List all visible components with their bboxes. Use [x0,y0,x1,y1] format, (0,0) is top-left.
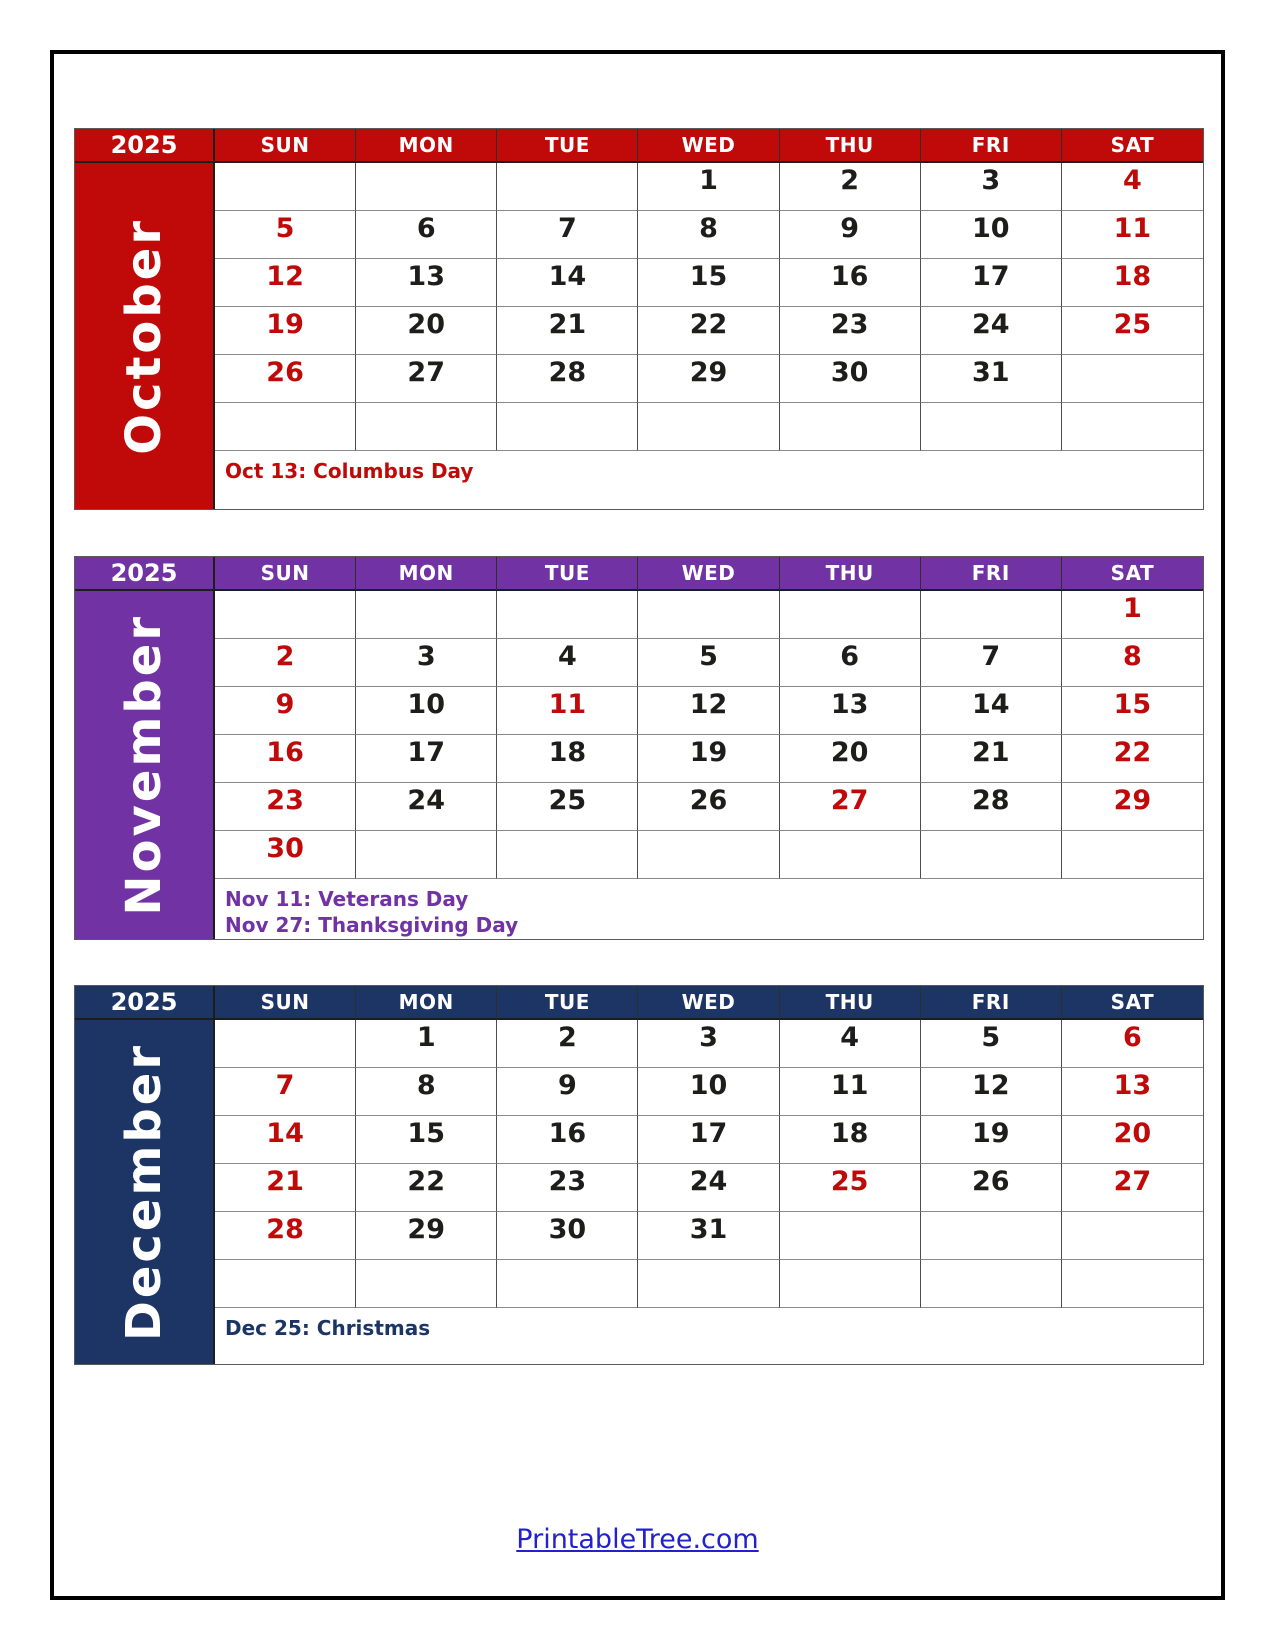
date-number: 19 [266,309,304,340]
date-number: 25 [1113,309,1152,340]
empty-date-cell [638,1260,779,1308]
date-number: 20 [1113,1118,1152,1149]
date-december-6 [1062,1020,1203,1068]
date-november-17 [356,735,497,783]
empty-date-cell [1062,1260,1203,1308]
date-number: 29 [407,1214,445,1245]
november-holiday-notes [215,879,1203,939]
date-december-9 [497,1068,638,1116]
date-october-25 [1062,307,1203,355]
date-number: 8 [1123,641,1142,672]
date-november-1 [1062,591,1203,639]
day-header-sat: SAT [1062,129,1203,163]
date-number: 5 [981,1022,1001,1053]
date-october-23 [780,307,921,355]
date-december-12 [921,1068,1062,1116]
date-number: 13 [1113,1070,1152,1101]
date-december-3 [638,1020,779,1068]
date-october-12 [215,259,356,307]
date-number: 11 [1113,213,1152,244]
date-number: 1 [416,1022,436,1053]
october-calendar [74,128,1204,510]
date-december-17 [638,1116,779,1164]
date-december-26 [921,1164,1062,1212]
empty-date-cell [921,591,1062,639]
date-october-2 [780,163,921,211]
date-number: 27 [407,357,445,388]
date-number: 8 [699,213,718,244]
date-november-21 [921,735,1062,783]
site-link-wrap [0,1524,1275,1555]
date-october-30 [780,355,921,403]
date-number: 17 [971,261,1010,292]
date-number: 2 [557,1022,577,1053]
date-number: 21 [548,309,587,340]
site-link[interactable]: PrintableTree.com [516,1524,759,1555]
empty-date-cell [638,591,779,639]
date-december-16 [497,1116,638,1164]
date-november-19 [638,735,779,783]
date-number: 7 [981,641,1001,672]
day-header-sat: SAT [1062,557,1203,591]
date-november-18 [497,735,638,783]
date-december-5 [921,1020,1062,1068]
date-number: 16 [266,737,304,768]
date-october-14 [497,259,638,307]
date-december-7 [215,1068,356,1116]
date-december-11 [780,1068,921,1116]
date-november-6 [780,639,921,687]
october-year-label: 2025 [75,129,215,163]
date-number: 15 [1113,689,1152,720]
date-october-22 [638,307,779,355]
date-number: 20 [407,309,445,340]
empty-date-cell [215,1020,356,1068]
date-december-1 [356,1020,497,1068]
date-november-11 [497,687,638,735]
empty-date-cell [921,1260,1062,1308]
date-number: 18 [548,737,587,768]
empty-date-cell [215,403,356,451]
date-november-13 [780,687,921,735]
date-number: 8 [416,1070,436,1101]
date-number: 3 [699,1022,718,1053]
date-number: 19 [971,1118,1010,1149]
date-november-28 [921,783,1062,831]
date-october-11 [1062,211,1203,259]
holiday-note: Nov 27: Thanksgiving Day [225,913,519,937]
date-november-3 [356,639,497,687]
empty-date-cell [497,591,638,639]
october-month-label: October [116,217,172,455]
november-month-label: November [116,614,172,916]
empty-date-cell [356,163,497,211]
date-number: 5 [275,213,295,244]
date-number: 30 [830,357,869,388]
date-number: 30 [548,1214,587,1245]
date-november-15 [1062,687,1203,735]
day-header-wed: WED [638,557,779,591]
day-header-wed: WED [638,129,779,163]
date-number: 7 [275,1070,295,1101]
date-number: 2 [840,165,860,196]
empty-date-cell [215,163,356,211]
date-october-26 [215,355,356,403]
date-number: 4 [1123,165,1142,196]
empty-date-cell [215,591,356,639]
date-october-1 [638,163,779,211]
date-october-20 [356,307,497,355]
date-december-21 [215,1164,356,1212]
date-number: 4 [840,1022,860,1053]
date-november-16 [215,735,356,783]
empty-date-cell [780,591,921,639]
day-header-mon: MON [356,557,497,591]
date-number: 9 [557,1070,577,1101]
december-calendar [74,985,1204,1365]
december-month-label: December [116,1042,172,1341]
date-december-10 [638,1068,779,1116]
date-december-22 [356,1164,497,1212]
date-october-24 [921,307,1062,355]
date-november-23 [215,783,356,831]
date-december-13 [1062,1068,1203,1116]
date-october-13 [356,259,497,307]
date-november-9 [215,687,356,735]
date-number: 6 [840,641,860,672]
empty-date-cell [497,1260,638,1308]
date-december-23 [497,1164,638,1212]
date-number: 10 [689,1070,728,1101]
date-november-24 [356,783,497,831]
november-calendar [74,556,1204,940]
date-number: 10 [407,689,445,720]
date-november-29 [1062,783,1203,831]
date-number: 18 [830,1118,869,1149]
date-number: 24 [971,309,1010,340]
date-november-10 [356,687,497,735]
date-november-30 [215,831,356,879]
date-number: 23 [548,1166,587,1197]
date-number: 7 [557,213,577,244]
date-number: 17 [407,737,445,768]
date-number: 29 [1113,785,1152,816]
day-header-thu: THU [780,557,921,591]
date-number: 11 [830,1070,869,1101]
empty-date-cell [1062,403,1203,451]
date-november-25 [497,783,638,831]
empty-date-cell [780,403,921,451]
empty-date-cell [921,403,1062,451]
date-number: 31 [689,1214,728,1245]
date-december-4 [780,1020,921,1068]
day-header-fri: FRI [921,557,1062,591]
empty-date-cell [780,831,921,879]
empty-date-cell [497,163,638,211]
date-october-17 [921,259,1062,307]
december-year-label: 2025 [75,986,215,1020]
date-number: 1 [699,165,718,196]
date-number: 28 [266,1214,304,1245]
date-number: 29 [689,357,728,388]
date-number: 23 [266,785,304,816]
date-number: 2 [275,641,295,672]
date-october-31 [921,355,1062,403]
empty-date-cell [215,1260,356,1308]
empty-date-cell [356,831,497,879]
date-number: 1 [1123,593,1142,624]
empty-date-cell [1062,831,1203,879]
date-number: 28 [971,785,1010,816]
date-october-9 [780,211,921,259]
day-header-sun: SUN [215,129,356,163]
empty-date-cell [921,1212,1062,1260]
day-header-fri: FRI [921,986,1062,1020]
day-header-wed: WED [638,986,779,1020]
date-december-29 [356,1212,497,1260]
date-number: 24 [407,785,445,816]
day-header-fri: FRI [921,129,1062,163]
day-header-sun: SUN [215,986,356,1020]
date-number: 27 [830,785,869,816]
date-number: 24 [689,1166,728,1197]
empty-date-cell [356,1260,497,1308]
date-number: 13 [407,261,445,292]
day-header-thu: THU [780,986,921,1020]
november-year-label: 2025 [75,557,215,591]
date-november-26 [638,783,779,831]
date-number: 26 [689,785,728,816]
date-number: 22 [689,309,728,340]
date-october-19 [215,307,356,355]
date-october-5 [215,211,356,259]
date-number: 21 [971,737,1010,768]
date-number: 19 [689,737,728,768]
date-october-8 [638,211,779,259]
holiday-note: Oct 13: Columbus Day [225,459,474,483]
date-number: 25 [548,785,587,816]
date-number: 30 [266,833,304,864]
date-number: 3 [981,165,1001,196]
date-october-7 [497,211,638,259]
date-number: 22 [1113,737,1152,768]
date-number: 16 [548,1118,587,1149]
date-october-18 [1062,259,1203,307]
date-october-16 [780,259,921,307]
holiday-note: Nov 11: Veterans Day [225,887,469,911]
empty-date-cell [356,591,497,639]
date-december-20 [1062,1116,1203,1164]
date-number: 11 [548,689,587,720]
date-october-4 [1062,163,1203,211]
date-number: 14 [266,1118,304,1149]
date-number: 13 [830,689,869,720]
day-header-sat: SAT [1062,986,1203,1020]
date-december-2 [497,1020,638,1068]
date-december-30 [497,1212,638,1260]
date-october-28 [497,355,638,403]
date-number: 5 [699,641,718,672]
december-holiday-notes [215,1308,1203,1364]
empty-date-cell [1062,355,1203,403]
date-number: 12 [971,1070,1010,1101]
date-november-12 [638,687,779,735]
date-number: 22 [407,1166,445,1197]
day-header-tue: TUE [497,129,638,163]
day-header-mon: MON [356,129,497,163]
date-october-29 [638,355,779,403]
day-header-tue: TUE [497,557,638,591]
date-number: 20 [830,737,869,768]
date-october-15 [638,259,779,307]
date-october-21 [497,307,638,355]
date-november-22 [1062,735,1203,783]
december-month-sidebar [75,1020,215,1364]
empty-date-cell [638,831,779,879]
date-number: 21 [266,1166,304,1197]
date-number: 9 [840,213,860,244]
empty-date-cell [497,831,638,879]
date-november-8 [1062,639,1203,687]
date-number: 3 [416,641,436,672]
date-number: 23 [830,309,869,340]
date-december-27 [1062,1164,1203,1212]
date-number: 31 [971,357,1010,388]
date-november-14 [921,687,1062,735]
date-december-19 [921,1116,1062,1164]
date-november-20 [780,735,921,783]
empty-date-cell [638,403,779,451]
date-november-2 [215,639,356,687]
date-december-24 [638,1164,779,1212]
date-number: 27 [1113,1166,1152,1197]
date-november-4 [497,639,638,687]
date-number: 16 [830,261,869,292]
date-december-14 [215,1116,356,1164]
date-october-10 [921,211,1062,259]
date-number: 26 [971,1166,1010,1197]
date-number: 14 [971,689,1010,720]
empty-date-cell [921,831,1062,879]
date-number: 18 [1113,261,1152,292]
date-number: 10 [971,213,1010,244]
date-number: 14 [548,261,587,292]
date-november-7 [921,639,1062,687]
date-number: 12 [266,261,304,292]
date-number: 4 [557,641,577,672]
date-november-27 [780,783,921,831]
empty-date-cell [780,1212,921,1260]
october-holiday-notes [215,451,1203,509]
date-december-25 [780,1164,921,1212]
empty-date-cell [780,1260,921,1308]
date-december-28 [215,1212,356,1260]
date-october-6 [356,211,497,259]
empty-date-cell [356,403,497,451]
date-number: 26 [266,357,304,388]
date-october-3 [921,163,1062,211]
date-december-8 [356,1068,497,1116]
date-november-5 [638,639,779,687]
november-month-sidebar [75,591,215,939]
day-header-tue: TUE [497,986,638,1020]
date-number: 12 [689,689,728,720]
date-number: 17 [689,1118,728,1149]
day-header-sun: SUN [215,557,356,591]
day-header-mon: MON [356,986,497,1020]
date-number: 25 [830,1166,869,1197]
date-number: 15 [689,261,728,292]
date-december-15 [356,1116,497,1164]
october-month-sidebar [75,163,215,509]
date-december-31 [638,1212,779,1260]
empty-date-cell [1062,1212,1203,1260]
date-number: 15 [407,1118,445,1149]
date-december-18 [780,1116,921,1164]
holiday-note: Dec 25: Christmas [225,1316,431,1340]
day-header-thu: THU [780,129,921,163]
date-october-27 [356,355,497,403]
date-number: 6 [1123,1022,1142,1053]
empty-date-cell [497,403,638,451]
date-number: 9 [275,689,295,720]
date-number: 6 [416,213,436,244]
date-number: 28 [548,357,587,388]
